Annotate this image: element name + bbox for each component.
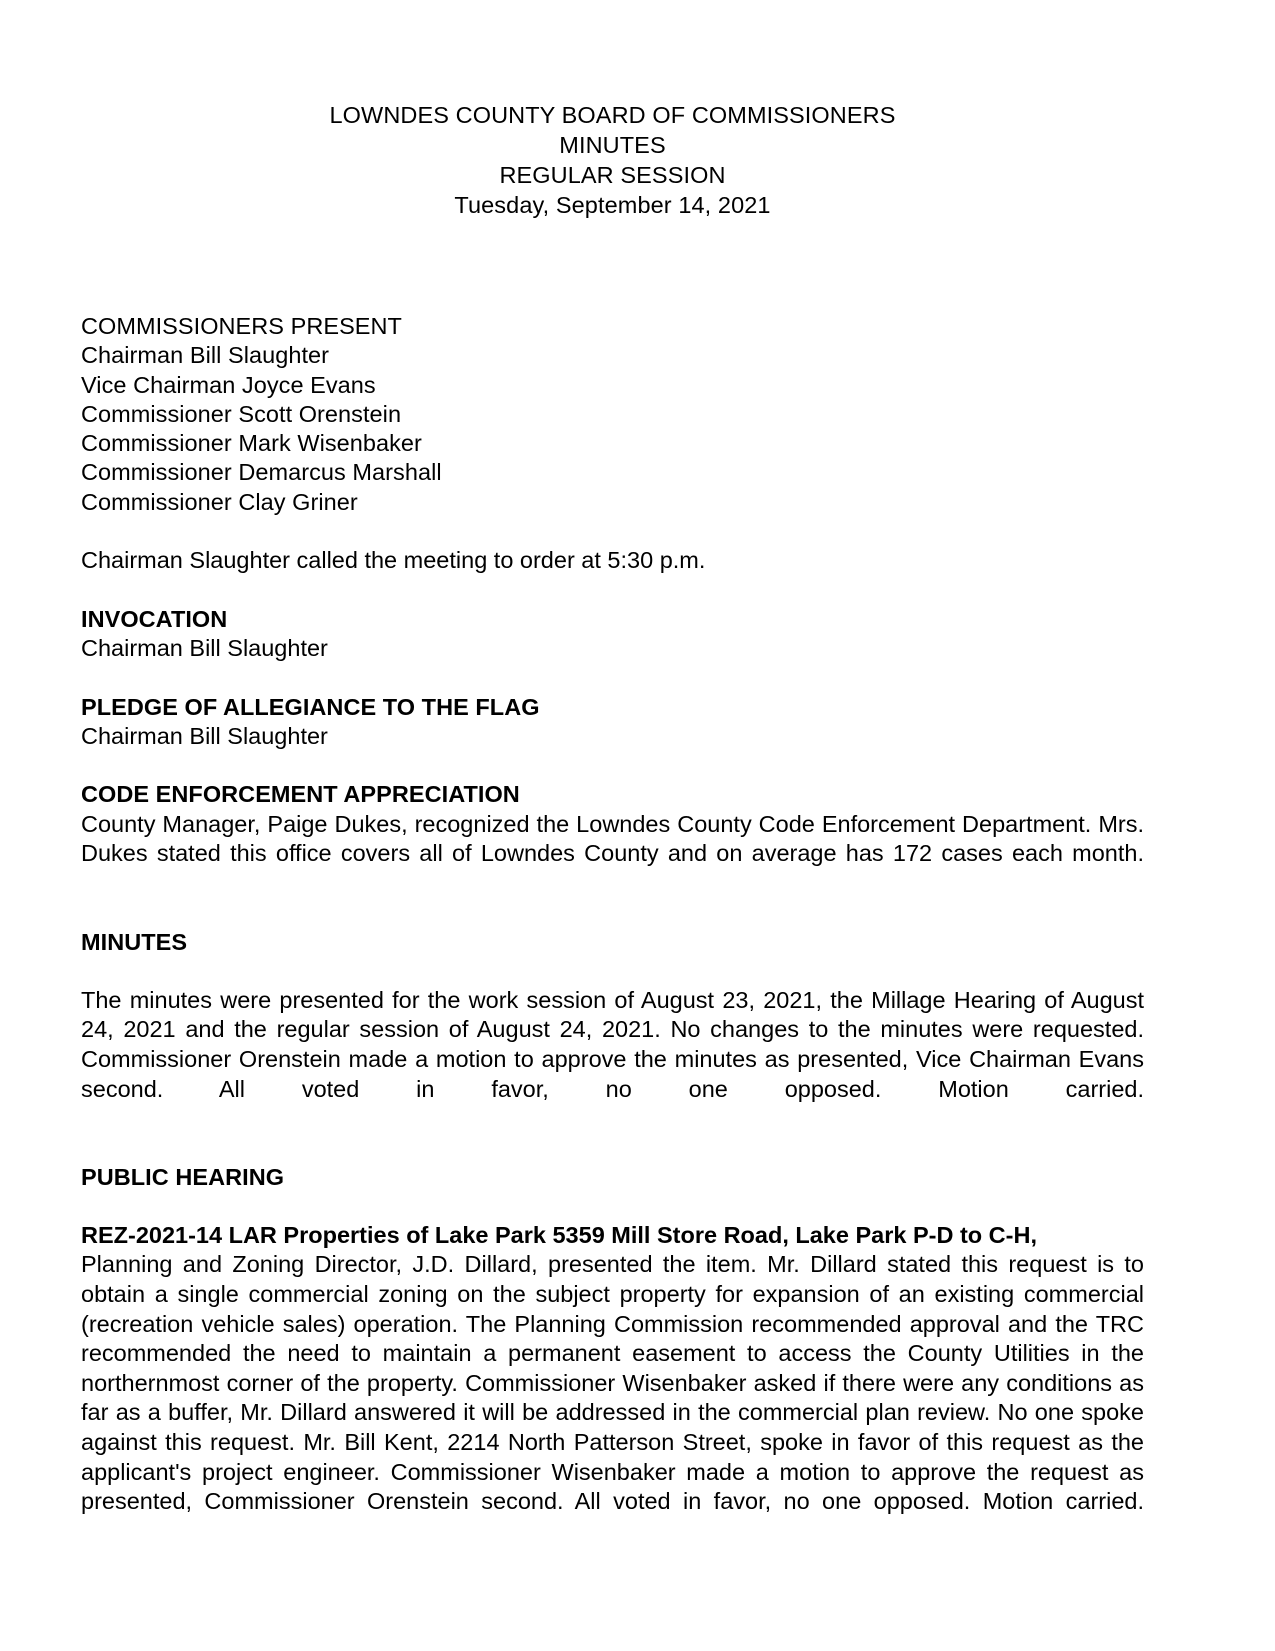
call-to-order-gap <box>81 576 1144 605</box>
document-header <box>81 0 1144 220</box>
public-hearing-heading: PUBLIC HEARING <box>81 1163 285 1190</box>
attendance-member: Vice Chairman Joyce Evans <box>81 371 376 398</box>
attendance-member: Commissioner Demarcus Marshall <box>81 459 442 486</box>
header-line-minutes: MINUTES <box>559 132 666 158</box>
pledge-heading: PLEDGE OF ALLEGIANCE TO THE FLAG <box>81 693 540 720</box>
header-line-date: Tuesday, September 14, 2021 <box>454 192 771 218</box>
invocation-body: Chairman Bill Slaughter <box>81 634 328 661</box>
invocation-heading: INVOCATION <box>81 605 228 632</box>
rezoning-item-body: Planning and Zoning Director, J.D. Dillard, presented the item. Mr. Dillard stated this request is to obtain a single commercial zoning on the subject property for expansion of an existing commercial (recreation vehicle sales) operation. The Planning Commission recommended approval and the TRC recommended the need to maintain a permanent easement to access the County Utilities in the northernmost corner of the property. Commissioner Wisenbaker asked if there were any conditions as far as a buffer, Mr. Dillard answered it will be addressed in the commercial plan review. No one spoke against this request. Mr. Bill Kent, 2214 North Patterson Street, spoke in favor of this request as the applicant's project engineer. Commissioner Wisenbaker made a motion to approve the request as presented, Commissioner Orenstein second. All voted in favor, no one opposed. Motion carried. <box>81 1251 1144 1515</box>
minutes-gap <box>81 1134 1144 1163</box>
attendance-member: Chairman Bill Slaughter <box>81 342 330 369</box>
pledge-gap <box>81 751 1144 780</box>
minutes-body: The minutes were presented for the work session of August 23, 2021, the Millage Hearing of August 24, 2021 and the regular session of August 24, 2021. No changes to the minutes were requested. Commissioner Orenstein made a motion to approve the minutes as presented, Vice Chairman Evans second. All voted in favor, no one opposed. Motion carried. <box>81 986 1144 1102</box>
header-line-title: LOWNDES COUNTY BOARD OF COMMISSIONERS <box>329 102 896 128</box>
attendance-member: Commissioner Clay Griner <box>81 488 358 515</box>
attendance-member: Commissioner Mark Wisenbaker <box>81 430 422 457</box>
header-line-session: REGULAR SESSION <box>499 162 726 188</box>
document-content <box>81 0 1144 1546</box>
minutes-heading: MINUTES <box>81 928 188 955</box>
attendance-member: Commissioner Scott Orenstein <box>81 400 402 427</box>
pledge-body: Chairman Bill Slaughter <box>81 722 328 749</box>
code-enforcement-body: County Manager, Paige Dukes, recognized the Lowndes County Code Enforcement Department. Mrs. Dukes stated this office covers all of Lowndes County and on average has 172 cases each month. <box>81 810 1144 867</box>
public-hearing-gap <box>81 1192 1144 1221</box>
rezoning-item-heading: REZ-2021-14 LAR Properties of Lake Park 5359 Mill Store Road, Lake Park P-D to C-H, <box>81 1222 1037 1249</box>
attendance-gap <box>81 517 1144 546</box>
attendance-title: COMMISSIONERS PRESENT <box>81 313 402 339</box>
attendance-block <box>81 312 1144 517</box>
code-enforcement-gap <box>81 899 1144 928</box>
header-gap <box>81 220 1144 312</box>
invocation-gap <box>81 664 1144 693</box>
call-to-order-text: Chairman Slaughter called the meeting to order at 5:30 p.m. <box>81 547 706 574</box>
minutes-heading-gap <box>81 957 1144 986</box>
code-enforcement-heading: CODE ENFORCEMENT APPRECIATION <box>81 781 520 808</box>
